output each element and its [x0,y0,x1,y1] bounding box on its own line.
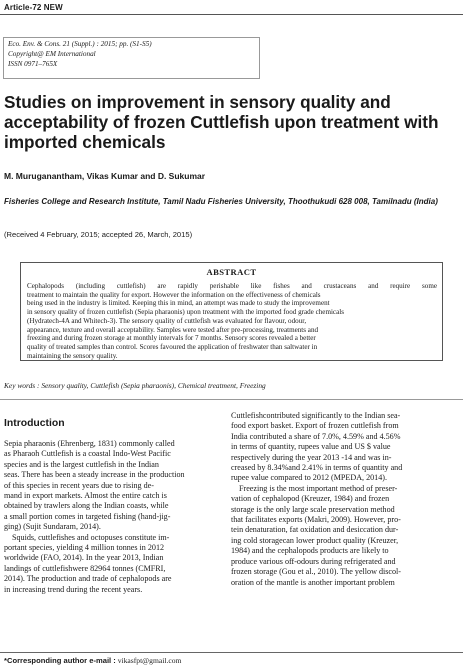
text-line: tein denaturation, fat oxidation and desiccation dur- [231,525,399,535]
abstract-line: being used in the industry is limited. Keeping this in mind, an attempt was made to study the improvement [27,299,330,308]
text-line: ing cold storagecan lower product quality (Kreuzer, [231,535,399,545]
text-line: mand in export markets. Almost the entire catch is [4,491,167,501]
keywords-rule [0,399,463,400]
text-line: as Pharaoh Cuttlefish is a coastal Indo-West Pacific [4,449,171,459]
intro-right-column [231,411,459,588]
header-rule [0,14,463,15]
text-line: in terms of quantity, rupees value and US $ value [231,442,391,452]
journal-issn: ISSN 0971–765X [8,60,58,68]
text-line: ging) (Sujit Sundaram, 2014). [4,522,101,532]
text-line: India contributed a share of 7.0%, 4.59% and 4.56% [231,431,401,441]
text-line: produce various off-odours during refrigerated and [231,556,396,566]
text-line: worldwide (FAO, 2014). In the year 2013, Indian [4,553,164,563]
text-line: that facilitates exports (Makri, 2009). However, pro- [231,515,401,525]
abstract-line: treatment to maintain the quality for export. However the information on the effectiveness of chemicals [27,290,321,299]
text-line: storage is the only large scale preservation method [231,504,395,514]
text-line: frozen storage (Gou et al., 2010). The yellow discol- [231,567,401,577]
keywords-label: Key words : [4,381,40,390]
footnote [4,656,181,665]
abstract-line: quality of treated samples than control. Scores favoured the application of freshwater than saltwater in [27,342,318,351]
abstract-heading: ABSTRACT [206,267,257,277]
text-line: landings of cuttlefishwere 82964 tonnes (CMFRI, [4,563,166,573]
text-line: respectively during the year 2013 -14 and was in- [231,452,392,462]
text-line: 2014). The production and trade of cephalopods are [4,574,172,584]
abstract-line: maintaining the sensory quality. [27,351,118,360]
abstract-body [27,282,437,360]
journal-copyright: Copyright@ EM International [8,50,96,58]
author-list: M. Muruganantham, Vikas Kumar and D. Sukumar [4,171,206,181]
text-line: portant species, yielding 4 million tonnes in 2012 [4,543,165,553]
intro-left-column [4,439,227,595]
paper-title: Studies on improvement in sensory quality and acceptability of frozen Cuttlefish upon treatment with imported chemicals [4,92,439,152]
footnote-rule [0,652,463,653]
text-line: obtained by trawlers along the Indian coasts, while [4,501,169,511]
article-number: Article-72 NEW [4,3,63,12]
footnote-label: *Corresponding author e-mail : [4,656,116,665]
text-line: seas. There has been a steady increase in the production [4,470,185,480]
keywords [4,381,266,390]
abstract-line: (Hydratech-4A and Whitech-3). The sensory quality of cuttlefish was evaluated for flavour, odour, [27,316,307,325]
text-line: 1984) and the cephalopods products are likely to [231,546,389,556]
text-line: Squids, cuttlefishes and octopuses constitute im- [12,532,170,542]
abstract-line: Cephalopods (including cuttlefish) are rapidly perishable like fishes and crustaceans and require some [27,282,437,290]
section-heading-introduction: Introduction [4,418,65,429]
journal-citation: Eco. Env. & Cons. 21 (Suppl.) : 2015; pp. (S1-S5) [8,40,152,48]
corresponding-email[interactable]: vikasfpt@gmail.com [117,656,182,665]
text-line: rupee value compared to 2012 (MPEDA, 2014). [231,473,387,483]
text-line: food export basket. Export of frozen cuttlefish from [231,421,399,431]
keywords-text: Sensory quality, Cuttlefish (Sepia pharaonis), Chemical treatment, Freezing [41,381,266,390]
text-line: oration of the mantle is another important problem [231,577,395,587]
text-line: Freezing is the most important method of preser- [239,483,398,493]
affiliation: Fisheries College and Research Institute, Tamil Nadu Fisheries University, Thoothukudi 628 008, Tamilnadu (India) [4,197,438,206]
text-line: Cuttlefishcontributed significantly to the Indian sea- [231,411,401,420]
text-line: creased by 8.34%and 2.41% in terms of quantity and [231,463,403,473]
text-line: Sepia pharaonis (Ehrenberg, 1831) commonly called [4,439,175,448]
abstract-line: appearance, texture and overall acceptability. Samples were tested after pre-processing, treatments and [27,325,319,334]
received-dates: (Received 4 February, 2015; accepted 26, March, 2015) [4,230,193,239]
text-line: vation of cephalopod (Kreuzer, 1984) and frozen [231,494,390,504]
text-line: in increasing trend during the recent years. [4,584,143,594]
text-line: species and is the largest cuttlefish in the Indian [4,459,159,469]
text-line: a small portion comes in targeted fishing (hand-jig- [4,511,171,521]
abstract-line: in sensory quality of frozen cuttlefish (Sepia pharaonis) upon treatment with the imported food grade chemicals [27,308,344,317]
text-line: of this species in recent years due to rising de- [4,480,154,490]
abstract-line: freezing and during frozen storage at monthly intervals for 7 months. Sensory scores revealed a better [27,334,316,343]
